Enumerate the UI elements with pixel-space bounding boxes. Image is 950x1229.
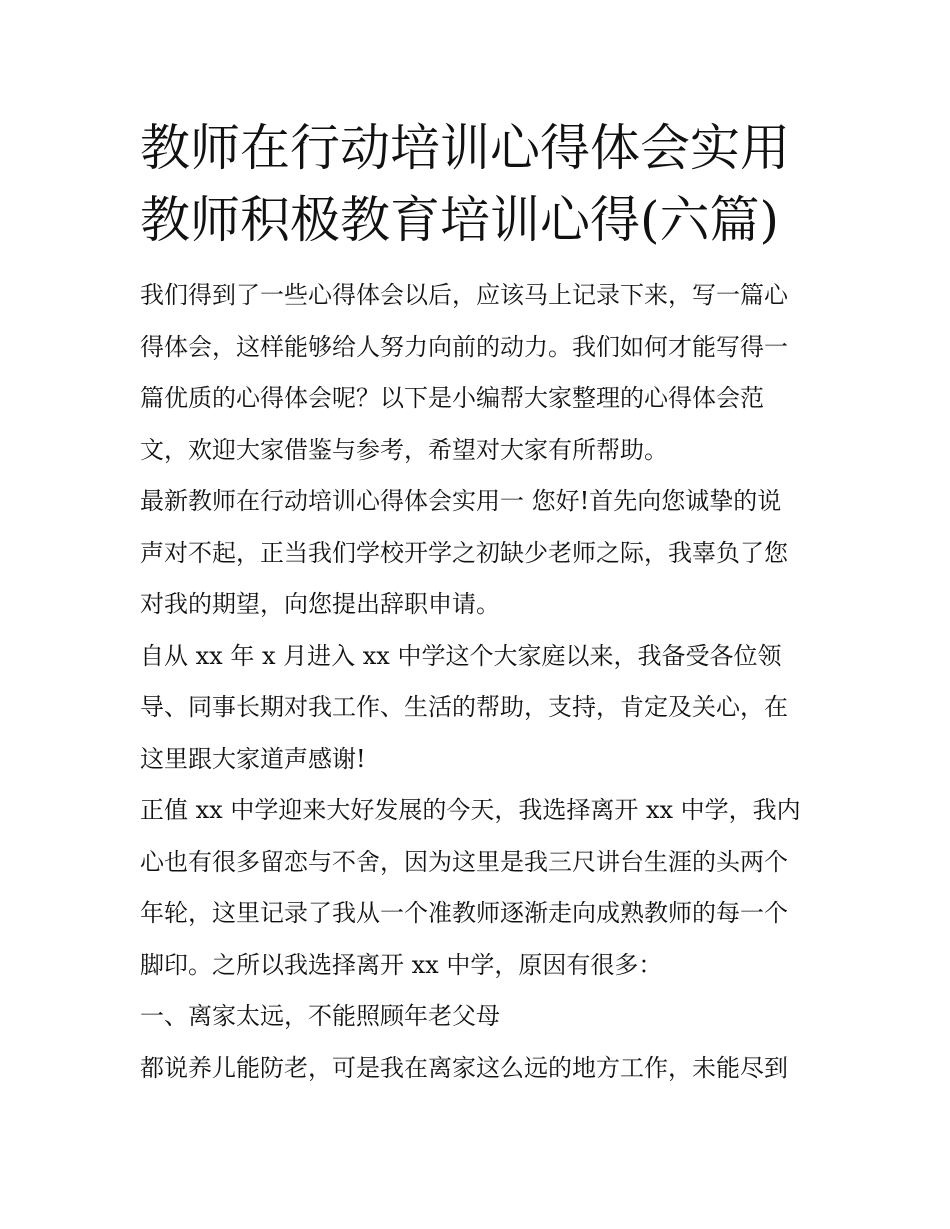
text-line: 我们得到了一些心得体会以后，应该马上记录下来，写一篇心 (140, 281, 788, 309)
text-line: 心也有很多留恋与不舍，因为这里是我三尺讲台生涯的头两个 (140, 847, 788, 876)
paragraph-thanks (140, 631, 815, 786)
document-content (140, 112, 815, 1094)
text-line: 都说养儿能防老，可是我在离家这么远的地方工作，未能尽到 (140, 1053, 788, 1082)
text-line: 年轮，这里记录了我从一个准教师逐渐走向成熟教师的每一个 (140, 899, 788, 927)
text-line: 篇优质的心得体会呢？以下是小编帮大家整理的心得体会范 (140, 384, 764, 412)
text-line: 对我的期望，向您提出辞职申请。 (140, 590, 500, 618)
text-line: 这里跟大家道声感谢! (140, 744, 366, 773)
document-title (140, 112, 815, 256)
text-line: 声对不起，正当我们学校开学之初缺少老师之际，我辜负了您 (140, 538, 788, 567)
section-heading (140, 991, 815, 1043)
document-body (140, 270, 815, 1094)
text-line: 自从 xx 年 x 月进入 xx 中学这个大家庭以来，我备受各位领 (140, 641, 782, 670)
title-line: 教师积极教育培训心得(六篇) (140, 191, 780, 249)
text-line: 得体会，这样能够给人努力向前的动力。我们如何才能写得一 (140, 332, 788, 361)
paragraph-reasons (140, 785, 815, 991)
paragraph-intro (140, 270, 815, 476)
text-line: 脚印。之所以我选择离开 xx 中学，原因有很多： (140, 950, 663, 979)
text-line: 最新教师在行动培训心得体会实用一 您好!首先向您诚挚的说 (140, 487, 782, 515)
text-line: 导、同事长期对我工作、生活的帮助，支持，肯定及关心，在 (140, 693, 788, 721)
title-line: 教师在行动培训心得体会实用 (140, 119, 790, 177)
text-line: 一、离家太远，不能照顾年老父母 (140, 1002, 500, 1030)
text-line: 正值 xx 中学迎来大好发展的今天，我选择离开 xx 中学，我内 (140, 796, 801, 824)
paragraph-apology (140, 476, 815, 631)
paragraph-family (140, 1043, 815, 1095)
text-line: 文，欢迎大家借鉴与参考，希望对大家有所帮助。 (140, 435, 668, 464)
